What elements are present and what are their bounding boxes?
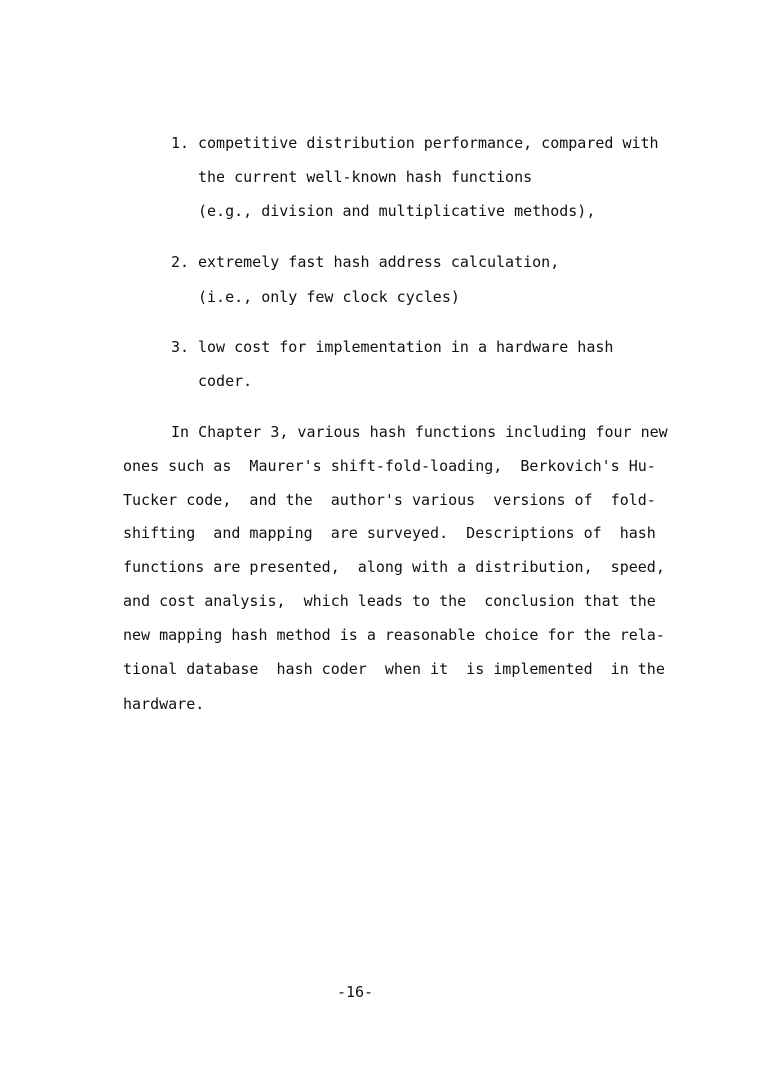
paragraph-line: Tucker code, and the author's various versions of fold- [123, 491, 656, 509]
paragraph-line: functions are presented, along with a distribution, speed, [123, 558, 665, 576]
paragraph-line: tional database hash coder when it is implemented in the [123, 660, 665, 678]
list-item-text: extremely fast hash address calculation, [198, 253, 560, 271]
list-item-text: coder. [198, 372, 253, 390]
paragraph-line: and cost analysis, which leads to the conclusion that the [123, 592, 656, 610]
paragraph-line: In Chapter 3, various hash functions including four new [171, 423, 668, 441]
list-item-text: competitive distribution performance, compared with [198, 134, 659, 152]
paragraph-line: hardware. [123, 695, 205, 713]
list-item-number: 3. [171, 338, 190, 356]
list-item-number: 1. [171, 134, 190, 152]
list-item-text: (i.e., only few clock cycles) [198, 288, 460, 306]
list-item-text: low cost for implementation in a hardware hash [198, 338, 614, 356]
page-number: -16- [336, 983, 374, 1001]
list-item-text: the current well-known hash functions [198, 168, 533, 186]
paragraph-line: new mapping hash method is a reasonable choice for the rela- [123, 626, 665, 644]
paragraph-line: shifting and mapping are surveyed. Descriptions of hash [123, 524, 656, 542]
list-item-text: (e.g., division and multiplicative methods), [198, 202, 596, 220]
list-item-number: 2. [171, 253, 190, 271]
paragraph-line: ones such as Maurer's shift-fold-loading, Berkovich's Hu- [123, 457, 656, 475]
